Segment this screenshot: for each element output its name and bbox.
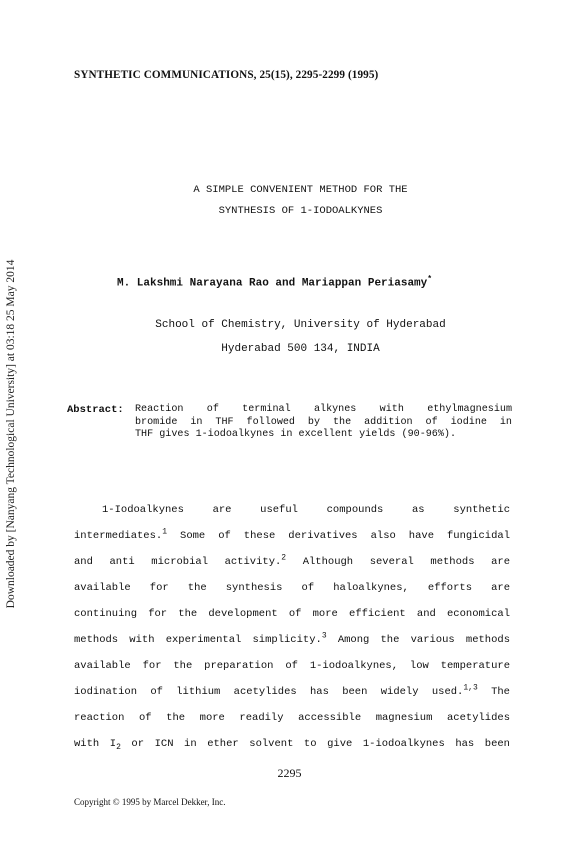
body-text-run: with I — [74, 738, 117, 750]
journal-header: SYNTHETIC COMMUNICATIONS, 25(15), 2295-2299 (1995) — [74, 69, 379, 81]
body-text-run: The — [477, 686, 510, 698]
body-line: continuing for the development of more efficient and economical — [74, 608, 510, 620]
body-text-run: Although several methods are — [286, 556, 510, 568]
body-text-run: Some of these derivatives also have fungicidal — [167, 530, 510, 542]
body-text-run: Among the various methods — [326, 634, 511, 646]
download-stamp-text: Downloaded by [Nanyang Technological University] at 03:18 25 May 2014 — [5, 259, 17, 609]
author-names: M. Lakshmi Narayana Rao and Mariappan Periasamy — [117, 277, 428, 290]
body-text-run: or ICN in ether solvent to give 1-iodoalkynes has been — [120, 738, 510, 750]
page-number: 2295 — [277, 766, 302, 780]
citation-ref: 2 — [281, 553, 287, 563]
title-line-2: SYNTHESIS OF 1-IODOALKYNES — [218, 205, 383, 217]
body-text-run: and anti microbial activity. — [74, 556, 282, 568]
title-line-1: A SIMPLE CONVENIENT METHOD FOR THE — [193, 184, 408, 196]
body-text-run: methods with experimental simplicity. — [74, 634, 322, 646]
body-text — [74, 497, 510, 757]
body-line — [74, 627, 510, 653]
citation-ref: 1 — [162, 527, 168, 537]
abstract-line: Reaction of terminal alkynes with ethylmagnesium — [135, 404, 512, 415]
abstract-line: bromide in THF followed by the addition of iodine in — [135, 416, 512, 428]
body-text-run: iodination of lithium acetylides has been widely used. — [74, 686, 464, 698]
body-text-run: intermediates. — [74, 530, 163, 542]
body-line: available for the preparation of 1-iodoalkynes, low temperature — [74, 660, 510, 672]
copyright-notice: Copyright © 1995 by Marcel Dekker, Inc. — [74, 797, 226, 807]
abstract-text — [135, 404, 512, 442]
body-line: 1-Iodoalkynes are useful compounds as synthetic — [102, 504, 510, 516]
body-line: available for the synthesis of haloalkynes, efforts are — [74, 582, 510, 594]
corresponding-author-mark: * — [427, 275, 433, 284]
abstract-line: THF gives 1-iodoalkynes in excellent yields (90-96%). — [135, 429, 457, 440]
citation-ref: 1,3 — [463, 683, 478, 693]
affiliation-line-2: Hyderabad 500 134, INDIA — [221, 343, 380, 355]
body-line: reaction of the more readily accessible magnesium acetylides — [74, 712, 510, 724]
abstract-label: Abstract: — [67, 404, 124, 416]
affiliation-line-1: School of Chemistry, University of Hyderabad — [155, 319, 446, 331]
subscript: 2 — [116, 743, 121, 753]
author-list — [117, 275, 432, 290]
article-title — [0, 180, 579, 222]
body-line — [74, 523, 510, 549]
body-line — [74, 679, 510, 705]
download-stamp — [2, 0, 20, 865]
affiliation — [0, 313, 579, 361]
body-line — [74, 731, 510, 757]
body-line — [74, 549, 510, 575]
citation-ref: 3 — [321, 631, 327, 641]
